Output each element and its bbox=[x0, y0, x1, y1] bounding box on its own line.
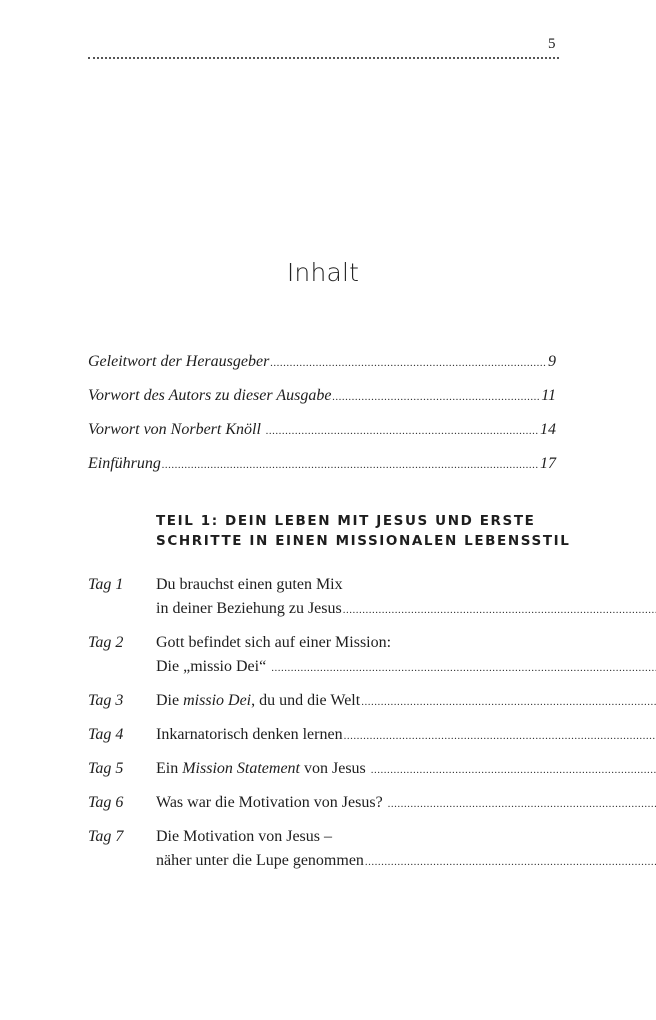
day-label: Tag 7 bbox=[88, 828, 124, 845]
page-number: 5 bbox=[548, 36, 556, 52]
toc-entry-einfuehrung[interactable] bbox=[88, 447, 556, 481]
day-title-post: , du und die Welt bbox=[251, 692, 361, 709]
day-title-post: von Jesus bbox=[299, 760, 370, 777]
toc-entry-vorwort-knoell[interactable] bbox=[88, 413, 556, 447]
leader-dots bbox=[343, 598, 656, 622]
toc-day-entry[interactable] bbox=[88, 825, 556, 874]
part-heading-line2: SCHRITTE IN EINEN MISSIONALEN LEBENSSTIL bbox=[156, 533, 571, 549]
day-title: Was war die Motivation von Jesus? bbox=[156, 794, 387, 811]
day-title-line1: Du brauchst einen guten Mix bbox=[156, 576, 343, 593]
day-label: Tag 6 bbox=[88, 794, 124, 811]
toc-entry-vorwort-autor[interactable] bbox=[88, 379, 556, 413]
leader-dots bbox=[271, 656, 656, 680]
day-title-line2: näher unter die Lupe genommen bbox=[156, 852, 364, 869]
toc-day-entry[interactable] bbox=[88, 631, 556, 680]
toc-entry-geleitwort[interactable] bbox=[88, 345, 556, 379]
day-title-emphasis: missio Dei bbox=[183, 692, 252, 709]
toc-entry-title: Einführung bbox=[88, 455, 161, 472]
part-heading bbox=[156, 511, 576, 551]
toc-day-entry[interactable] bbox=[88, 573, 556, 622]
header-dotted-rule bbox=[88, 57, 559, 59]
toc-entry-page: 14 bbox=[540, 421, 556, 438]
day-label: Tag 4 bbox=[88, 726, 124, 743]
leader-dots bbox=[332, 380, 540, 414]
toc-day-entry[interactable] bbox=[88, 757, 556, 782]
day-title-line2: Die „missio Dei“ bbox=[156, 658, 271, 675]
leader-dots bbox=[266, 414, 539, 448]
leader-dots bbox=[270, 346, 547, 380]
day-label: Tag 5 bbox=[88, 760, 124, 777]
leader-dots bbox=[162, 448, 539, 482]
day-list bbox=[88, 573, 556, 883]
day-title: Inkarnatorisch denken lernen bbox=[156, 726, 343, 743]
toc-entry-page: 11 bbox=[541, 387, 556, 404]
leader-dots bbox=[371, 758, 656, 782]
day-title-line1: Gott befindet sich auf einer Mission: bbox=[156, 634, 392, 651]
toc-day-entry[interactable] bbox=[88, 791, 556, 816]
day-title bbox=[156, 757, 370, 781]
day-title-line2: in deiner Beziehung zu Jesus bbox=[156, 600, 342, 617]
toc-entry-page: 9 bbox=[548, 353, 556, 370]
toc-entry-page: 17 bbox=[540, 455, 556, 472]
day-label: Tag 2 bbox=[88, 634, 124, 651]
day-title-pre: Die bbox=[156, 692, 184, 709]
toc-entry-title: Vorwort des Autors zu dieser Ausgabe bbox=[88, 387, 332, 404]
toc-day-entry[interactable] bbox=[88, 689, 556, 714]
toc-title: Inhalt bbox=[286, 258, 360, 287]
day-label: Tag 3 bbox=[88, 692, 124, 709]
leader-dots bbox=[361, 690, 656, 714]
front-matter-list bbox=[88, 345, 556, 481]
day-title-line1: Die Motivation von Jesus – bbox=[156, 828, 332, 845]
leader-dots bbox=[365, 850, 656, 874]
day-title-pre: Ein bbox=[156, 760, 183, 777]
day-title-emphasis: Mission Statement bbox=[182, 760, 300, 777]
day-label: Tag 1 bbox=[88, 576, 124, 593]
leader-dots bbox=[388, 792, 656, 816]
toc-day-entry[interactable] bbox=[88, 723, 556, 748]
part-heading-line1: TEIL 1: DEIN LEBEN MIT JESUS UND ERSTE bbox=[156, 513, 536, 529]
leader-dots bbox=[344, 724, 656, 748]
day-title bbox=[156, 689, 360, 713]
toc-entry-title: Geleitwort der Herausgeber bbox=[88, 353, 270, 370]
toc-entry-title: Vorwort von Norbert Knöll bbox=[88, 421, 265, 438]
